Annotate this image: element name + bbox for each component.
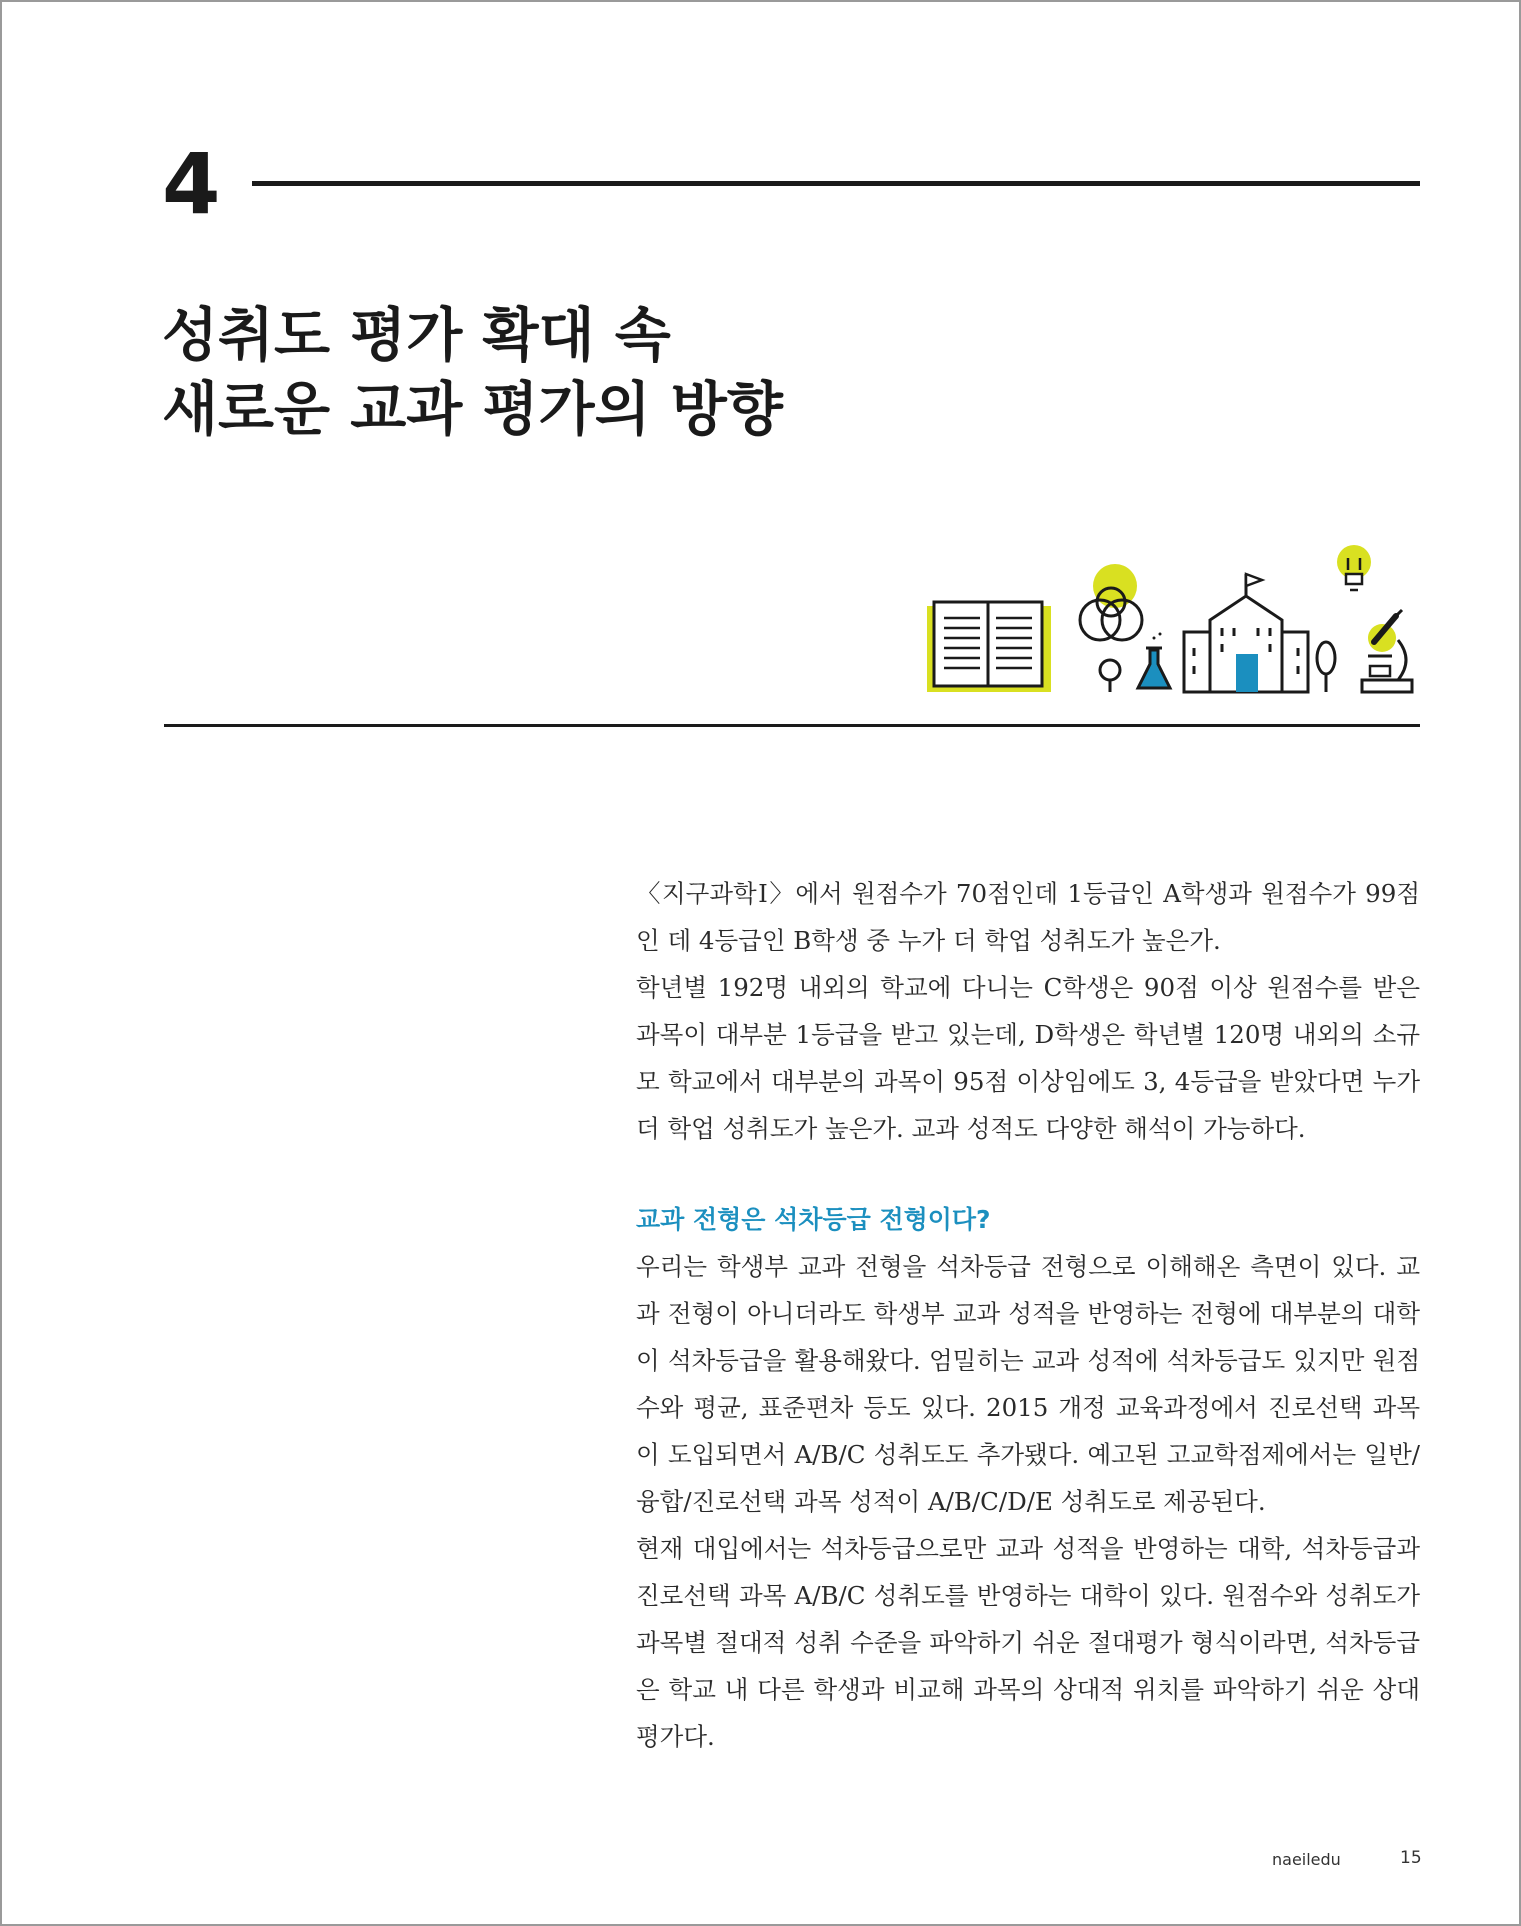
side-tree-icon <box>1317 642 1335 692</box>
page-number: 15 <box>1400 1848 1422 1868</box>
education-illustration <box>922 540 1422 700</box>
tree-icon <box>1100 660 1120 692</box>
open-book-icon <box>927 602 1051 692</box>
body-paragraph: 학년별 192명 내외의 학교에 다니는 C학생은 90점 이상 원점수를 받은 과목이 대부분 1등급을 받고 있는데, D학생은 학년별 120명 내외의 소규모 학교에서 대부분의 과목이 95점 이상임에도 3, 4등급을 받았다면 누가 더 학업 성취도가 높은가. 교과 성적도 다양한 해석이 가능하다. <box>636 973 1420 1143</box>
section-subheading: 교과 전형은 석차등급 전형이다? <box>636 1205 991 1234</box>
microscope-icon <box>1362 610 1412 692</box>
title-line-2: 새로운 교과 평가의 방향 <box>162 375 783 443</box>
flask-icon <box>1138 633 1170 689</box>
venn-diagram-icon <box>1080 564 1142 640</box>
footer-brand: naeiledu <box>1272 1850 1341 1869</box>
chapter-number: 4 <box>162 135 221 233</box>
section-divider <box>164 724 1420 727</box>
school-building-icon <box>1184 574 1308 692</box>
article-body <box>636 870 1420 1760</box>
title-line-1: 성취도 평가 확대 속 <box>162 301 671 369</box>
page-title <box>162 298 783 446</box>
body-paragraph: 현재 대입에서는 석차등급으로만 교과 성적을 반영하는 대학, 석차등급과 진로선택 과목 A/B/C 성취도를 반영하는 대학이 있다. 원점수와 성취도가 과목별 절대적 성취 수준을 파악하기 쉬운 절대평가 형식이라면, 석차등급은 학교 내 다른 학생과 비교해 과목의 상대적 위치를 파악하기 쉬운 상대평가다. <box>636 1534 1420 1751</box>
chapter-rule <box>252 181 1420 186</box>
body-paragraph: 우리는 학생부 교과 전형을 석차등급 전형으로 이해해온 측면이 있다. 교과 전형이 아니더라도 학생부 교과 성적을 반영하는 전형에 대부분의 대학이 석차등급을 활용해왔다. 엄밀히는 교과 성적에 석차등급도 있지만 원점수와 평균, 표준편차 등도 있다. 2015 개정 교육과정에서 진로선택 과목이 도입되면서 A/B/C 성취도도 추가됐다. 예고된 고교학점제에서는 일반/융합/진로선택 과목 성적이 A/B/C/D/E 성취도로 제공된다. <box>636 1252 1420 1516</box>
body-paragraph: 〈지구과학Ⅰ〉에서 원점수가 70점인데 1등급인 A학생과 원점수가 99점인 데 4등급인 B학생 중 누가 더 학업 성취도가 높은가. <box>636 879 1420 955</box>
light-bulb-icon <box>1337 545 1371 590</box>
